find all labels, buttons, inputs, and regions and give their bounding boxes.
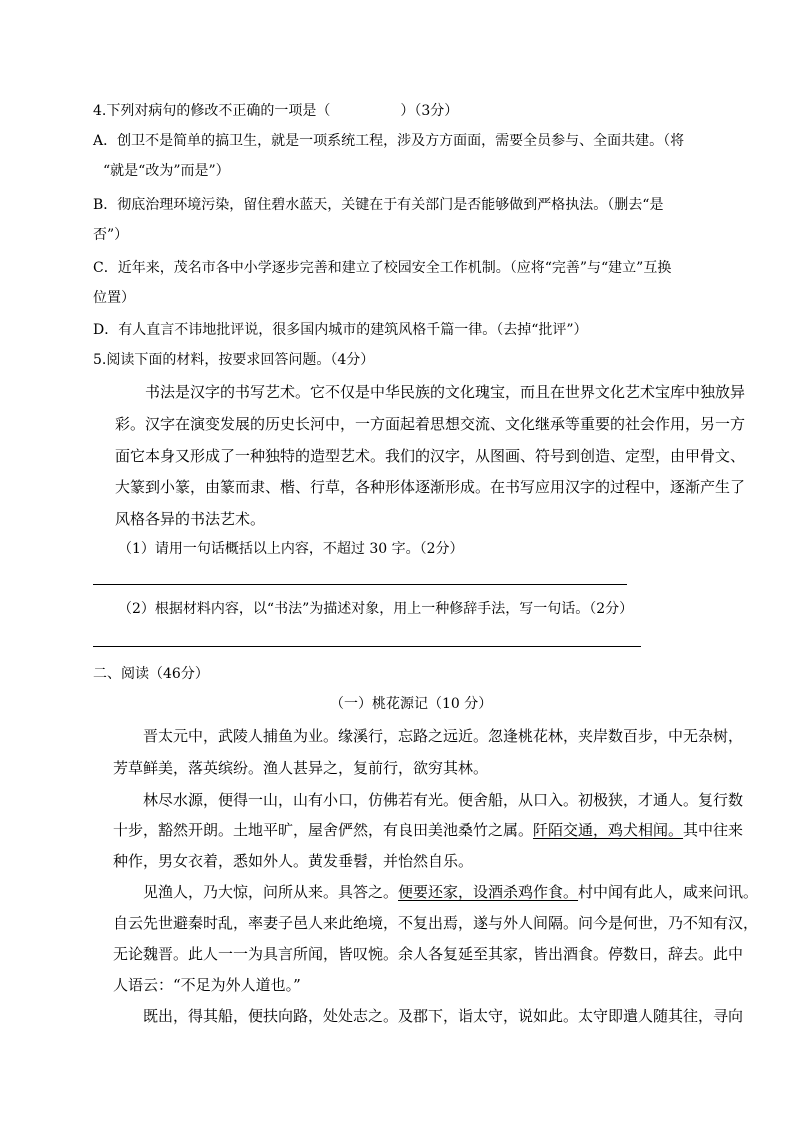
passage-line-1: 书法是汉字的书写艺术。它不仅是中华民族的文化瑰宝，而且在世界文化艺术宝库中独放异 [145, 383, 746, 401]
answer-line-1[interactable] [93, 584, 627, 585]
option-a-line1: A．创卫不是简单的搞卫生，就是一项系统工程，涉及方方面面，需要全员参与、全面共建。（将 [93, 133, 685, 149]
sub-question-1: （1）请用一句话概括以上内容，不超过 30 字。（2分） [118, 541, 464, 557]
sub-question-2: （2）根据材料内容，以“书法”为描述对象，用上一种修辞手法，写一句话。（2分） [118, 601, 634, 617]
option-d-line1: D．有人直言不讳地批评说，很多国内城市的建筑风格千篇一律。（去掉“批评”） [93, 322, 588, 338]
text-p1-line2: 芳草鲜美，落英缤纷。渔人甚异之，复前行，欲穷其林。 [113, 759, 489, 777]
section-subtitle: （一）桃花源记（10 分） [330, 696, 493, 712]
text-p3-line1-start: 见渔人，乃大惊，问所从来。具答之。 [143, 883, 399, 901]
text-p3-line1 [143, 882, 758, 902]
option-c-line2: 位置） [93, 290, 135, 306]
option-a-line2: “就是“改为”而是”） [103, 163, 230, 179]
text-p3-line1-end: 村中闻有此人，咸来问讯。 [578, 883, 759, 901]
text-p2-line1: 林尽水源，便得一山，山有小口，仿佛若有光。便舍船，从口入。初极狭，才通人。复行数 [143, 791, 744, 809]
text-p3-line4: 人语云：“不足为外人道也。” [113, 976, 301, 994]
underlined-phrase-1: 阡陌交通，鸡犬相闻。 [533, 821, 684, 839]
passage-line-5: 风格各异的书法艺术。 [115, 510, 266, 528]
underlined-phrase-2: 便要还家，设酒杀鸡作食。 [398, 883, 579, 901]
answer-line-2[interactable] [93, 646, 641, 647]
text-p3-line2: 自云先世避秦时乱，率妻子邑人来此绝境，不复出焉，遂与外人间隔。问今是何世，乃不知有汉， [113, 914, 759, 932]
passage-line-2: 彩。汉字在演变发展的历史长河中，一方面起着思想交流、文化继承等重要的社会作用，另一方 [115, 415, 746, 433]
option-b-line2: 否”） [93, 227, 129, 243]
text-p4-line1: 既出，得其船，便扶向路，处处志之。及郡下，诣太守，说如此。太守即遣人随其往，寻向 [143, 1007, 744, 1025]
text-p2-line2-start: 十步，豁然开朗。土地平旷，屋舍俨然，有良田美池桑竹之属。 [113, 821, 534, 839]
option-c-line1: C．近年来，茂名市各中小学逐步完善和建立了校园安全工作机制。（应将“完善”与“建立”互换 [93, 260, 672, 276]
text-p3-line3: 无论魏晋。此人一一为具言所闻，皆叹惋。余人各复延至其家，皆出酒食。停数日，辞去。此中 [113, 945, 744, 963]
question-5-stem: 5.阅读下面的材料，按要求回答问题。（4分） [93, 352, 375, 368]
text-p2-line2-end: 其中往来 [683, 821, 744, 839]
text-p2-line2 [113, 820, 743, 840]
text-p1-line1: 晋太元中，武陵人捕鱼为业。缘溪行，忘路之远近。忽逢桃花林，夹岸数百步，中无杂树， [143, 727, 744, 745]
passage-line-3: 面它本身又形成了一种独特的造型艺术。我们的汉字，从图画、符号到创造、定型，由甲骨文、 [115, 447, 746, 465]
option-b-line1: B．彻底治理环境污染，留住碧水蓝天，关键在于有关部门是否能够做到严格执法。（删去“是 [93, 197, 664, 213]
question-4-stem: 4.下列对病句的修改不正确的一项是（ ）（3分） [93, 103, 459, 119]
section-heading: 二、阅读（46分） [93, 666, 209, 682]
text-p2-line3: 种作，男女衣着，悉如外人。黄发垂髫，并怡然自乐。 [113, 852, 474, 870]
passage-line-4: 大篆到小篆，由篆而隶、楷、行草，各种形体逐渐形成。在书写应用汉字的过程中，逐渐产生了 [115, 478, 746, 496]
